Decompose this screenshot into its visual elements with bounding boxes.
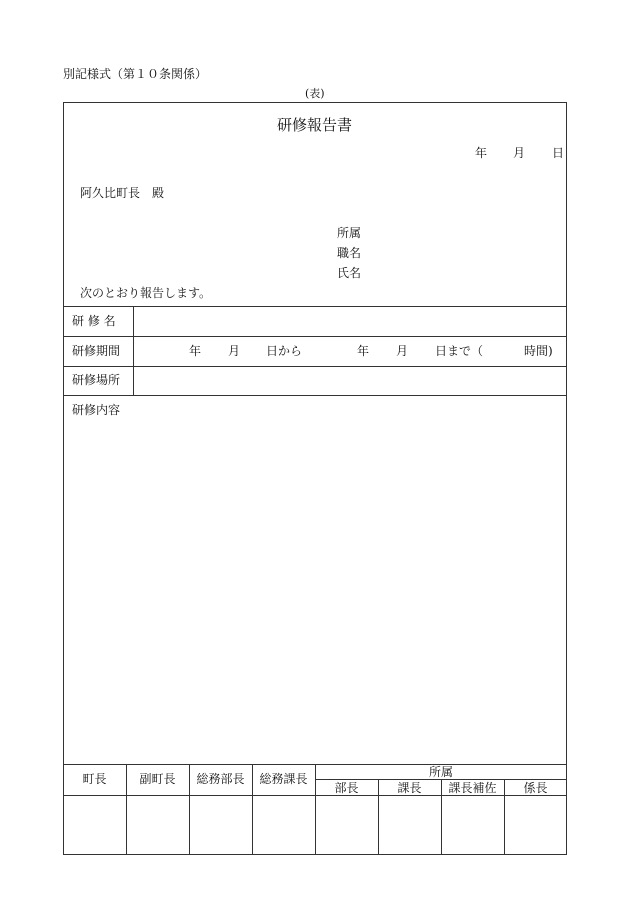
date-day: 日 [552, 146, 565, 160]
period-from-year: 年 [189, 344, 202, 358]
approval-affiliation-header: 所属 [428, 765, 453, 779]
approval-section-chief: 課長 [397, 781, 422, 795]
approval-dept-director: 部長 [334, 781, 359, 795]
affiliation-label: 所属 [337, 226, 362, 240]
period-to-year: 年 [357, 344, 370, 358]
period-hours: 時間) [524, 344, 553, 358]
stamp-box-general-affairs-director[interactable] [190, 796, 252, 854]
approval-mayor: 町長 [82, 772, 107, 786]
period-from-month: 月 [228, 344, 241, 358]
period-from-day: 日から [266, 344, 303, 358]
approval-assistant-chief: 課長補佐 [448, 781, 497, 795]
training-name-field[interactable] [134, 307, 566, 336]
approval-general-affairs-director: 総務部長 [196, 772, 245, 786]
content-label: 研修内容 [72, 403, 121, 417]
period-label: 研修期間 [72, 344, 121, 358]
stamp-box-subsection-chief[interactable] [505, 796, 566, 854]
approval-deputy-mayor: 副町長 [139, 772, 176, 786]
name-label: 氏名 [337, 266, 362, 280]
location-field[interactable] [134, 367, 566, 395]
recipient: 阿久比町長 殿 [80, 186, 165, 200]
date-year: 年 [475, 146, 488, 160]
form-number: 別記様式（第１０条関係） [63, 67, 208, 81]
approval-general-affairs-section-chief: 総務課長 [259, 772, 308, 786]
period-to-month: 月 [396, 344, 409, 358]
training-name-label: 研 修 名 [72, 314, 116, 328]
stamp-box-general-affairs-section-chief[interactable] [253, 796, 315, 854]
rule-name-bottom [63, 336, 567, 337]
rule-location-bottom [63, 395, 567, 396]
side-label: (表) [305, 87, 325, 100]
stamp-box-assistant-chief[interactable] [442, 796, 504, 854]
date-month: 月 [513, 146, 526, 160]
stamp-box-section-chief[interactable] [379, 796, 441, 854]
position-label: 職名 [337, 246, 362, 260]
approval-subsection-chief: 係長 [523, 781, 548, 795]
location-label: 研修場所 [72, 373, 121, 387]
period-to-day: 日まで（ [435, 344, 484, 358]
stamp-box-dept-director[interactable] [316, 796, 378, 854]
intro-text: 次のとおり報告します。 [80, 286, 212, 300]
stamp-box-mayor[interactable] [64, 796, 126, 854]
stamp-box-deputy-mayor[interactable] [127, 796, 189, 854]
report-title: 研修報告書 [277, 116, 353, 134]
content-field[interactable] [64, 420, 566, 763]
